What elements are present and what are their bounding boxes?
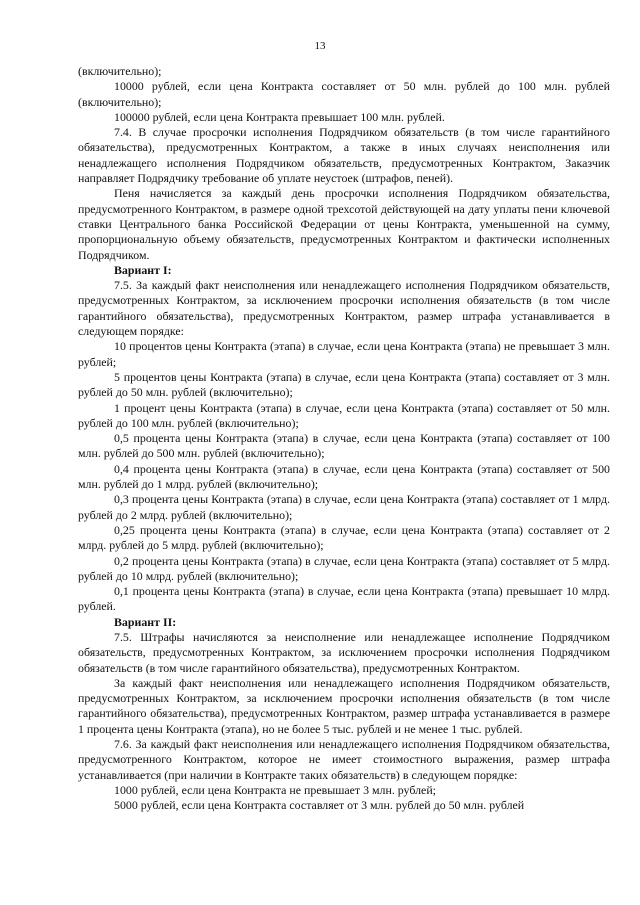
page-number: 13 [314, 40, 326, 52]
paragraph: 7.4. В случае просрочки исполнения Подрядчиком обязательств (в том числе гарантийного обязательства), предусмотренных Контрактом, а также в иных случаях неисполнения или ненадлежащего исполнения Подрядчиком обязательств, предусмотренных Контрактом, Заказчик направляет Подрядчику требование об уплате неустоек (штрафов, пеней). [78, 125, 610, 186]
variant-heading: Вариант II: [114, 614, 177, 629]
paragraph: 0,4 процента цены Контракта (этапа) в случае, если цена Контракта (этапа) составляет от 500 млн. рублей до 1 млрд. рублей (включительно); [78, 461, 610, 492]
paragraph: 7.5. Штрафы начисляются за неисполнение или ненадлежащее исполнение Подрядчиком обязательств, предусмотренных Контрактом, за исключением просрочки исполнения Подрядчиком обязательств (в том числе гарантийного обязательства), предусмотренных Контрактом. [78, 629, 610, 675]
paragraph: 0,5 процента цены Контракта (этапа) в случае, если цена Контракта (этапа) составляет от 100 млн. рублей до 500 млн. рублей (включительно); [78, 431, 610, 461]
paragraph: 7.6. За каждый факт неисполнения или ненадлежащего исполнения Подрядчиком обязательства, предусмотренного Контрактом, которое не имеет стоимостного выражения, размер штрафа устанавливается (при наличии в Контракте таких обязательств) в следующем порядке: [78, 737, 610, 782]
variant-heading: Вариант I: [114, 262, 172, 277]
paragraph: 10000 рублей, если цена Контракта составляет от 50 млн. рублей до 100 млн. рублей (включительно); [78, 79, 610, 109]
paragraph: 0,1 процента цены Контракта (этапа) в случае, если цена Контракта (этапа) превышает 10 млрд. рублей. [78, 584, 610, 614]
paragraph: За каждый факт неисполнения или ненадлежащего исполнения Подрядчиком обязательств, предусмотренных Контрактом, за исключением просрочки исполнения обязательств (в том числе гарантийного обязательства), предусмотренных Контрактом, размер штрафа устанавливается в размере 1 процента цены Контракта (этапа), но не более 5 тыс. рублей и не менее 1 тыс. рублей. [78, 675, 610, 736]
paragraph: 1 процент цены Контракта (этапа) в случае, если цена Контракта (этапа) составляет от 50 млн. рублей до 100 млн. рублей (включительно); [78, 400, 610, 430]
paragraph: Пеня начисляется за каждый день просрочки исполнения Подрядчиком обязательства, предусмотренного Контрактом, в размере одной трехсотой действующей на дату уплаты пени ключевой ставки Центрального банка Российской Федерации от цены Контракта, уменьшенной на сумму, пропорциональную объему обязательств, предусмотренных Контрактом и фактически исполненных Подрядчиком. [78, 186, 610, 262]
paragraph: 100000 рублей, если цена Контракта превышает 100 млн. рублей. [114, 109, 445, 124]
paragraph: 5 процентов цены Контракта (этапа) в случае, если цена Контракта (этапа) составляет от 3 млн. рублей до 50 млн. рублей (включительно); [78, 369, 610, 400]
paragraph: 7.5. За каждый факт неисполнения или ненадлежащего исполнения Подрядчиком обязательств, предусмотренных Контрактом, за исключением просрочки исполнения обязательств (в том числе гарантийного обязательства), предусмотренных Контрактом, размер штрафа устанавливается в следующем порядке: [78, 278, 610, 339]
document-body [78, 64, 610, 814]
paragraph: (включительно); [78, 64, 162, 78]
paragraph: 0,2 процента цены Контракта (этапа) в случае, если цена Контракта (этапа) составляет от 5 млрд. рублей до 10 млрд. рублей (включительно); [78, 553, 610, 583]
paragraph: 0,25 процента цены Контракта (этапа) в случае, если цена Контракта (этапа) составляет от 2 млрд. рублей до 5 млрд. рублей (включительно); [78, 522, 610, 553]
paragraph: 10 процентов цены Контракта (этапа) в случае, если цена Контракта (этапа) не превышает 3 млн. рублей; [78, 339, 610, 369]
paragraph: 1000 рублей, если цена Контракта не превышает 3 млн. рублей; [114, 782, 436, 797]
paragraph: 5000 рублей, если цена Контракта составляет от 3 млн. рублей до 50 млн. рублей [114, 798, 525, 813]
paragraph: 0,3 процента цены Контракта (этапа) в случае, если цена Контракта (этапа) составляет от 1 млрд. рублей до 2 млрд. рублей (включительно); [78, 492, 610, 522]
